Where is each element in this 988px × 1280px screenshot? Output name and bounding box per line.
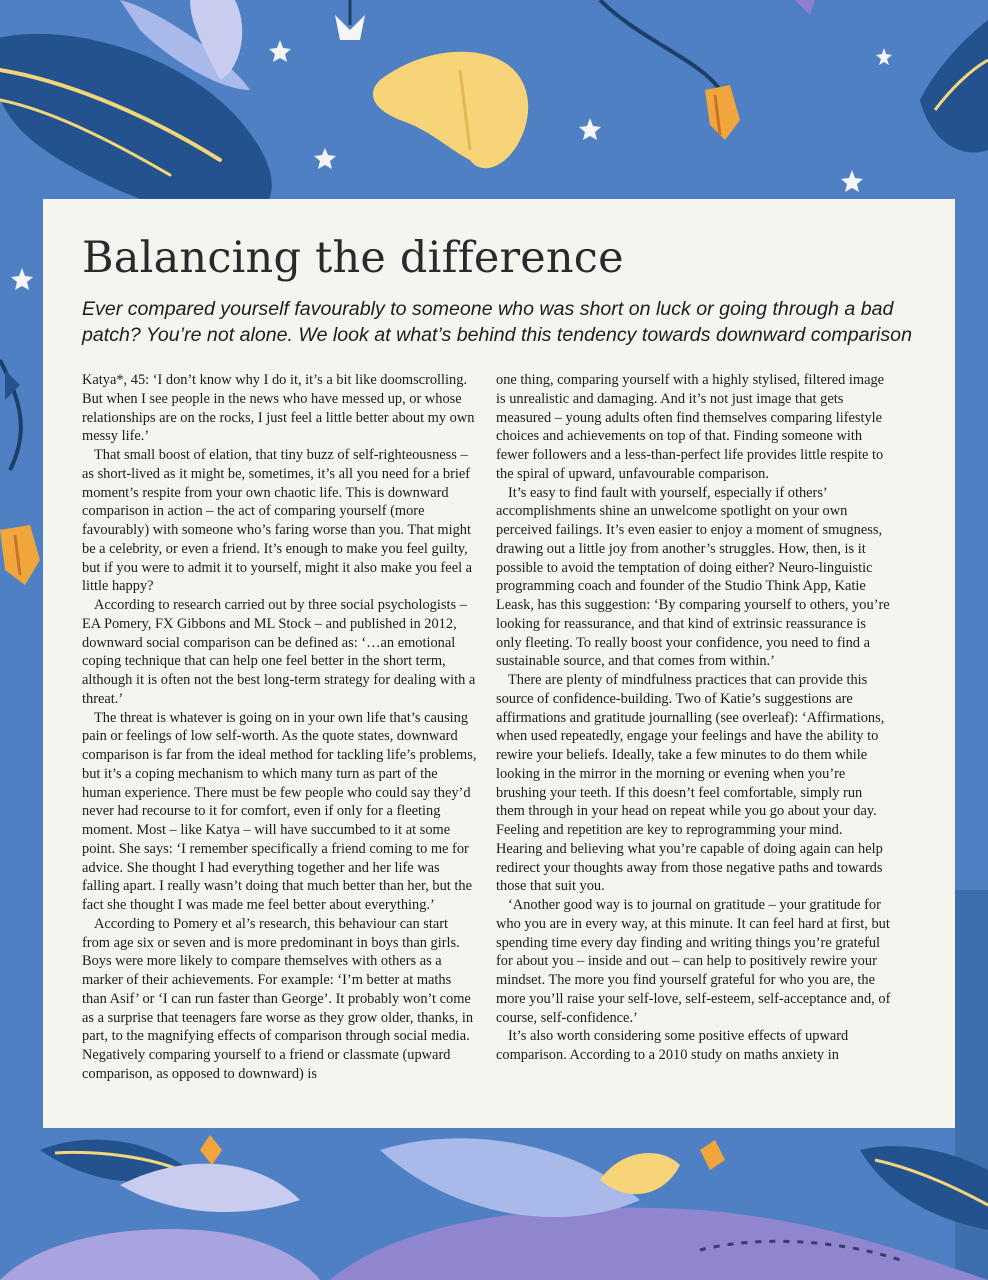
paragraph: It’s easy to find fault with yourself, especially if others’ accomplishments shine an unwelcome spotlight on your own perceived failings. It’s even easier to enjoy a moment of smugness, drawing out a little joy from another’s struggles. How, then, is it possible to avoid the temptation of doing either? Neuro-linguistic programming coach and founder of the Studio Think App, Katie Leask, has this suggestion: ‘By comparing yourself to others, you’re looking for reassurance, and that kind of extrinsic reassurance is only fleeting. To really boost your confidence, you need to find a sustainable source, and that comes from within.’ <box>496 484 890 670</box>
article-title: Balancing the difference <box>82 233 624 283</box>
paragraph: ‘Another good way is to journal on gratitude – your gratitude for who you are in every way, at this minute. It can feel hard at first, but spending time every day finding and writing things you’re grateful for about you – inside and out – can help to positively rewire your mindset. The more you find yourself grateful for who you are, the more you’ll raise your self-love, self-esteem, self-acceptance and, of course, self-confidence.’ <box>496 897 891 1026</box>
column-left <box>82 371 477 1084</box>
paragraph: It’s also worth considering some positive effects of upward comparison. According to a 2010 study on maths anxiety in <box>496 1028 849 1063</box>
paragraph: one thing, comparing yourself with a highly stylised, filtered image is unrealistic and damaging. And it’s not just image that gets measured – young adults often find themselves comparing lifestyle choices and achievements on top of that. Finding someone with fewer followers and a less-than-perfect life provides little respite to the spiral of upward, unfavourable comparison. <box>496 372 885 482</box>
paragraph: There are plenty of mindfulness practices that can provide this source of confidence-building. Two of Katie’s suggestions are affirmations and gratitude journalling (see overleaf): ‘Affirmations, when used repeatedly, engage your feelings and have the ability to rewire your beliefs. Ideally, take a few minutes to do them while looking in the mirror in the morning or evening when you’re brushing your teeth. If this doesn’t feel comfortable, simply run them through in your head on repeat while you go about your day. Feeling and repetition are key to reprogramming your mind. Hearing and believing what you’re capable of doing again can help redirect your thoughts away from those negative paths and towards those that suit you. <box>496 672 885 895</box>
paragraph: According to research carried out by three social psychologists – EA Pomery, FX Gibbons and ML Stock – and published in 2012, downward social comparison can be defined as: ‘…an emotional coping technique that can help one feel better in the short term, although it is often not the best long-term strategy for dealing with a threat.’ <box>82 597 476 707</box>
paragraph: According to Pomery et al’s research, this behaviour can start from age six or seven and is more predominant in boys than girls. Boys were more likely to compare themselves with others as a marker of their achievements. For example: ‘I’m better at maths than Asif’ or ‘I can run faster than George’. It probably won’t come as a surprise that teenagers fare worse as they grow older, thanks, in part, to the magnifying effects of comparison through social media. Negatively comparing yourself to a friend or classmate (upward comparison, as opposed to downward) is <box>82 915 474 1082</box>
paragraph: That small boost of elation, that tiny buzz of self-righteousness – as short-lived as it might be, sometimes, it’s all you need for a brief moment’s respite from your own chaotic life. This is downward comparison in action – the act of comparing yourself (more favourably) with someone who’s faring worse than you. That might be a celebrity, or even a friend. It’s enough to make you feel guilty, but if you were to admit it to yourself, might it also make you feel a little happy? <box>82 447 473 595</box>
paragraph: Katya*, 45: ‘I don’t know why I do it, it’s a bit like doomscrolling. But when I see people in the news who have messed up, or whose relationships are on the rocks, I just feel a little better about my own messy life.’ <box>82 372 475 445</box>
paragraph: The threat is whatever is going on in your own life that’s causing pain or feelings of low self-worth. As the quote states, downward comparison is far from the ideal method for tackling life’s problems, but it’s a coping mechanism to which many turn as part of the human experience. There must be few people who could say they’d never had recourse to it for comfort, even if only for a fleeting moment. Most – like Katya – will have succumbed to it at some point. She says: ‘I remember specifically a friend coming to me for advice. She thought I had everything together and her life was falling apart. I really wasn’t doing that much better than her, but the fact she thought I was made me feel better about everything.’ <box>82 709 477 913</box>
column-right <box>496 371 891 1065</box>
article-standfirst: Ever compared yourself favourably to someone who was short on luck or going through a bad patch? You’re not alone. We look at what’s behind this tendency towards downward comparison <box>82 298 912 346</box>
